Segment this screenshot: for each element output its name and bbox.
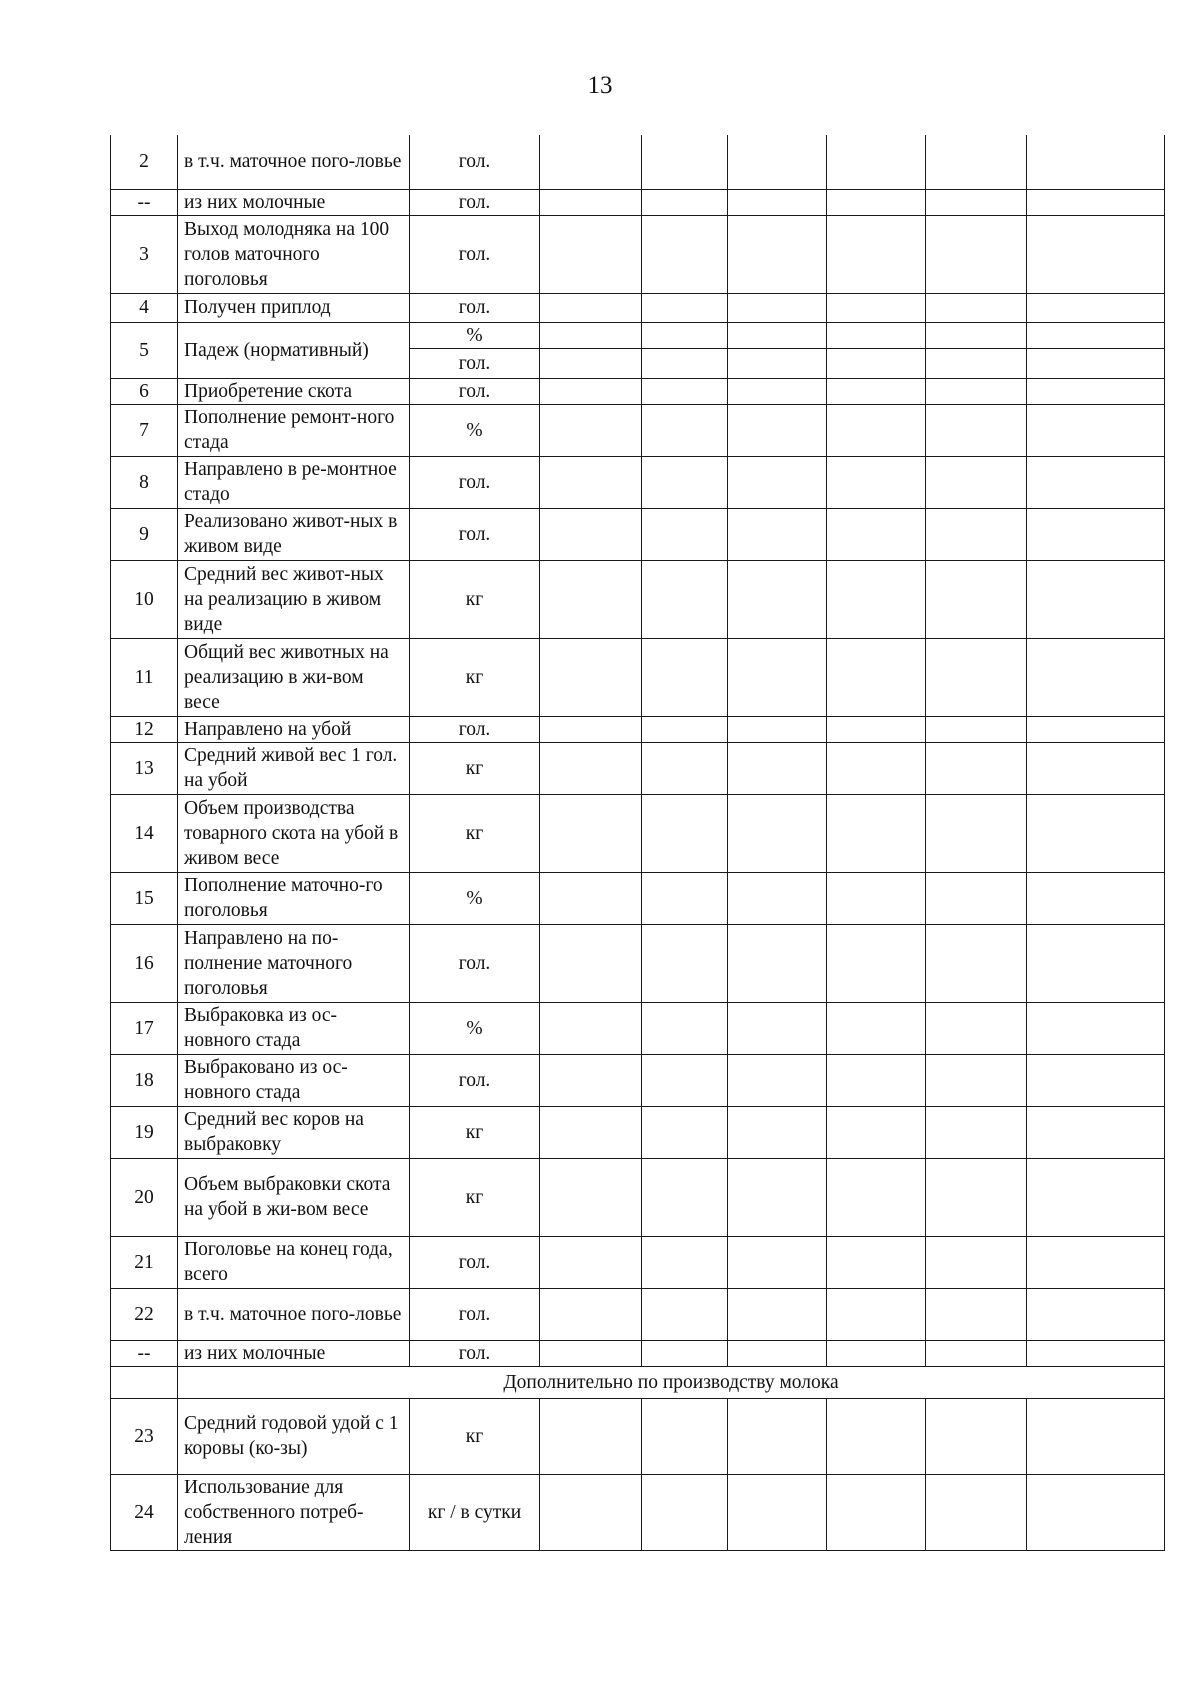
empty-value-cell[interactable] xyxy=(1027,456,1165,508)
indicator-label: Средний живой вес 1 гол. на убой xyxy=(178,742,410,794)
empty-value-cell[interactable] xyxy=(926,924,1027,1002)
table-row xyxy=(111,716,1165,742)
table-row xyxy=(111,794,1165,872)
empty-value-cell[interactable] xyxy=(728,716,827,742)
empty-value-cell[interactable] xyxy=(642,293,728,322)
row-number-cell: -- xyxy=(111,189,178,215)
empty-value-cell[interactable] xyxy=(926,794,1027,872)
table-row xyxy=(111,1158,1165,1236)
empty-value-cell[interactable] xyxy=(926,1054,1027,1106)
unit-cell: % xyxy=(410,322,540,348)
empty-value-cell[interactable] xyxy=(827,1002,926,1054)
row-number-cell: 12 xyxy=(111,716,178,742)
empty-value-cell[interactable] xyxy=(926,1288,1027,1340)
table-row xyxy=(111,1236,1165,1288)
empty-value-cell[interactable] xyxy=(827,348,926,378)
empty-value-cell[interactable] xyxy=(926,872,1027,924)
indicator-label: Поголовье на конец года, всего xyxy=(178,1236,410,1288)
empty-value-cell[interactable] xyxy=(1027,638,1165,716)
row-number-cell: -- xyxy=(111,1340,178,1366)
unit-cell: гол. xyxy=(410,215,540,293)
indicator-label: Падеж (нормативный) xyxy=(178,322,410,378)
unit-cell: гол. xyxy=(410,1288,540,1340)
unit-cell: гол. xyxy=(410,189,540,215)
empty-value-cell[interactable] xyxy=(728,1474,827,1550)
empty-value-cell[interactable] xyxy=(728,456,827,508)
empty-value-cell[interactable] xyxy=(827,1288,926,1340)
empty-value-cell[interactable] xyxy=(540,1288,642,1340)
empty-value-cell[interactable] xyxy=(926,1398,1027,1474)
empty-value-cell[interactable] xyxy=(642,794,728,872)
table-row xyxy=(111,638,1165,716)
empty-value-cell[interactable] xyxy=(926,1474,1027,1550)
empty-value-cell[interactable] xyxy=(728,924,827,1002)
indicator-label: Выход молодняка на 100 голов маточного поголовья xyxy=(178,215,410,293)
empty-value-cell[interactable] xyxy=(728,293,827,322)
empty-value-cell[interactable] xyxy=(540,1002,642,1054)
unit-cell: кг xyxy=(410,742,540,794)
table-row xyxy=(111,1054,1165,1106)
indicator-label: Использование для собственного потреб-ления xyxy=(178,1474,410,1550)
indicator-label: Направлено на по-полнение маточного поголовья xyxy=(178,924,410,1002)
row-number-cell: 18 xyxy=(111,1054,178,1106)
empty-value-cell[interactable] xyxy=(1027,322,1165,348)
empty-value-cell[interactable] xyxy=(1027,1236,1165,1288)
row-number-cell: 19 xyxy=(111,1106,178,1158)
empty-value-cell[interactable] xyxy=(728,1340,827,1366)
empty-value-cell[interactable] xyxy=(540,456,642,508)
row-number-cell: 14 xyxy=(111,794,178,872)
empty-value-cell[interactable] xyxy=(642,456,728,508)
empty-value-cell[interactable] xyxy=(1027,189,1165,215)
empty-value-cell[interactable] xyxy=(827,742,926,794)
indicator-label: Выбраковка из ос-новного стада xyxy=(178,1002,410,1054)
row-number-cell: 21 xyxy=(111,1236,178,1288)
empty-value-cell[interactable] xyxy=(1027,404,1165,456)
table-row xyxy=(111,872,1165,924)
empty-value-cell[interactable] xyxy=(827,872,926,924)
table-row xyxy=(111,1002,1165,1054)
indicator-label: Реализовано живот-ных в живом виде xyxy=(178,508,410,560)
empty-value-cell[interactable] xyxy=(827,560,926,638)
row-number-cell: 7 xyxy=(111,404,178,456)
empty-value-cell[interactable] xyxy=(728,348,827,378)
empty-value-cell[interactable] xyxy=(540,1340,642,1366)
unit-cell: гол. xyxy=(410,135,540,189)
row-number-cell: 4 xyxy=(111,293,178,322)
empty-value-cell[interactable] xyxy=(642,508,728,560)
indicator-label: в т.ч. маточное пого-ловье xyxy=(178,135,410,189)
table-row xyxy=(111,135,1165,189)
section-title: Дополнительно по производству молока xyxy=(178,1366,1165,1398)
empty-value-cell[interactable] xyxy=(827,404,926,456)
row-number-cell: 2 xyxy=(111,135,178,189)
table-row xyxy=(111,924,1165,1002)
empty-value-cell[interactable] xyxy=(642,1288,728,1340)
empty-value-cell[interactable] xyxy=(926,404,1027,456)
unit-cell: кг xyxy=(410,638,540,716)
empty-value-cell[interactable] xyxy=(728,378,827,404)
empty-value-cell[interactable] xyxy=(728,1398,827,1474)
empty-value-cell[interactable] xyxy=(827,716,926,742)
empty-value-cell[interactable] xyxy=(926,1002,1027,1054)
empty-value-cell[interactable] xyxy=(642,1474,728,1550)
indicator-label: из них молочные xyxy=(178,1340,410,1366)
empty-value-cell[interactable] xyxy=(827,135,926,189)
empty-value-cell[interactable] xyxy=(540,742,642,794)
empty-value-cell[interactable] xyxy=(728,135,827,189)
empty-value-cell[interactable] xyxy=(926,215,1027,293)
empty-value-cell[interactable] xyxy=(827,794,926,872)
empty-value-cell[interactable] xyxy=(827,1236,926,1288)
row-number-cell: 20 xyxy=(111,1158,178,1236)
empty-value-cell[interactable] xyxy=(1027,1106,1165,1158)
empty-value-cell[interactable] xyxy=(926,742,1027,794)
empty-value-cell[interactable] xyxy=(642,215,728,293)
empty-value-cell[interactable] xyxy=(642,872,728,924)
empty-value-cell[interactable] xyxy=(642,189,728,215)
table-row xyxy=(111,293,1165,322)
empty-value-cell[interactable] xyxy=(728,322,827,348)
page-number: 13 xyxy=(587,72,613,99)
section-header-row xyxy=(111,1366,1165,1398)
empty-value-cell[interactable] xyxy=(827,1106,926,1158)
empty-value-cell[interactable] xyxy=(540,1236,642,1288)
unit-cell: гол. xyxy=(410,1340,540,1366)
empty-value-cell[interactable] xyxy=(827,638,926,716)
empty-value-cell[interactable] xyxy=(827,189,926,215)
unit-cell: гол. xyxy=(410,508,540,560)
table-row xyxy=(111,560,1165,638)
empty-value-cell[interactable] xyxy=(540,189,642,215)
unit-cell: % xyxy=(410,872,540,924)
empty-value-cell[interactable] xyxy=(827,1340,926,1366)
unit-cell: гол. xyxy=(410,924,540,1002)
empty-value-cell[interactable] xyxy=(1027,215,1165,293)
indicator-label: Средний вес живот-ных на реализацию в живом виде xyxy=(178,560,410,638)
empty-value-cell[interactable] xyxy=(540,215,642,293)
empty-value-cell[interactable] xyxy=(642,1340,728,1366)
empty-value-cell[interactable] xyxy=(540,794,642,872)
indicator-label: Направлено в ре-монтное стадо xyxy=(178,456,410,508)
unit-cell: кг / в сутки xyxy=(410,1474,540,1550)
empty-value-cell[interactable] xyxy=(728,560,827,638)
livestock-indicators-table xyxy=(110,135,1165,1551)
unit-cell: кг xyxy=(410,1398,540,1474)
empty-value-cell[interactable] xyxy=(540,1474,642,1550)
table-row xyxy=(111,215,1165,293)
row-number-cell: 9 xyxy=(111,508,178,560)
empty-value-cell[interactable] xyxy=(540,560,642,638)
unit-cell: кг xyxy=(410,560,540,638)
indicator-label: Направлено на убой xyxy=(178,716,410,742)
empty-value-cell[interactable] xyxy=(540,322,642,348)
table-row xyxy=(111,1398,1165,1474)
empty-value-cell[interactable] xyxy=(1027,924,1165,1002)
empty-value-cell[interactable] xyxy=(642,1054,728,1106)
empty-value-cell[interactable] xyxy=(540,404,642,456)
empty-value-cell[interactable] xyxy=(728,1054,827,1106)
empty-value-cell[interactable] xyxy=(926,508,1027,560)
empty-value-cell[interactable] xyxy=(728,1106,827,1158)
empty-value-cell[interactable] xyxy=(1027,378,1165,404)
unit-cell: гол. xyxy=(410,456,540,508)
empty-value-cell[interactable] xyxy=(1027,1288,1165,1340)
table-row xyxy=(111,404,1165,456)
indicator-label: в т.ч. маточное пого-ловье xyxy=(178,1288,410,1340)
table-row xyxy=(111,378,1165,404)
indicator-label: Получен приплод xyxy=(178,293,410,322)
empty-value-cell[interactable] xyxy=(1027,716,1165,742)
empty-value-cell[interactable] xyxy=(1027,1158,1165,1236)
indicator-label: Выбраковано из ос-новного стада xyxy=(178,1054,410,1106)
empty-value-cell[interactable] xyxy=(926,322,1027,348)
empty-value-cell[interactable] xyxy=(540,1054,642,1106)
indicator-label: Общий вес животных на реализацию в жи-вом весе xyxy=(178,638,410,716)
table-row xyxy=(111,456,1165,508)
empty-value-cell[interactable] xyxy=(827,322,926,348)
unit-cell: кг xyxy=(410,794,540,872)
empty-value-cell[interactable] xyxy=(642,1236,728,1288)
empty-value-cell[interactable] xyxy=(642,1398,728,1474)
empty-value-cell[interactable] xyxy=(540,872,642,924)
unit-cell: кг xyxy=(410,1158,540,1236)
empty-value-cell[interactable] xyxy=(926,638,1027,716)
empty-value-cell[interactable] xyxy=(926,189,1027,215)
empty-value-cell[interactable] xyxy=(540,1106,642,1158)
empty-value-cell[interactable] xyxy=(926,1340,1027,1366)
empty-value-cell[interactable] xyxy=(642,924,728,1002)
indicator-label: Объем производства товарного скота на убой в живом весе xyxy=(178,794,410,872)
unit-cell: гол. xyxy=(410,1236,540,1288)
empty-value-cell[interactable] xyxy=(827,378,926,404)
empty-value-cell[interactable] xyxy=(1027,1474,1165,1550)
row-number-cell: 5 xyxy=(111,322,178,378)
empty-value-cell[interactable] xyxy=(642,638,728,716)
empty-value-cell[interactable] xyxy=(540,508,642,560)
unit-cell: гол. xyxy=(410,293,540,322)
unit-cell: гол. xyxy=(410,1054,540,1106)
empty-value-cell[interactable] xyxy=(728,742,827,794)
row-number-cell xyxy=(111,1366,178,1398)
empty-value-cell[interactable] xyxy=(540,638,642,716)
empty-value-cell[interactable] xyxy=(642,1106,728,1158)
empty-value-cell[interactable] xyxy=(1027,348,1165,378)
empty-value-cell[interactable] xyxy=(926,456,1027,508)
empty-value-cell[interactable] xyxy=(926,1236,1027,1288)
empty-value-cell[interactable] xyxy=(728,215,827,293)
empty-value-cell[interactable] xyxy=(1027,1054,1165,1106)
empty-value-cell[interactable] xyxy=(827,215,926,293)
indicator-label: Пополнение маточно-го поголовья xyxy=(178,872,410,924)
indicator-label: Приобретение скота xyxy=(178,378,410,404)
empty-value-cell[interactable] xyxy=(642,135,728,189)
empty-value-cell[interactable] xyxy=(926,135,1027,189)
row-number-cell: 13 xyxy=(111,742,178,794)
empty-value-cell[interactable] xyxy=(827,293,926,322)
empty-value-cell[interactable] xyxy=(728,1288,827,1340)
empty-value-cell[interactable] xyxy=(642,322,728,348)
empty-value-cell[interactable] xyxy=(728,794,827,872)
empty-value-cell[interactable] xyxy=(728,1002,827,1054)
row-number-cell: 24 xyxy=(111,1474,178,1550)
empty-value-cell[interactable] xyxy=(540,716,642,742)
empty-value-cell[interactable] xyxy=(642,404,728,456)
indicator-label: Объем выбраковки скота на убой в жи-вом весе xyxy=(178,1158,410,1236)
empty-value-cell[interactable] xyxy=(642,716,728,742)
empty-value-cell[interactable] xyxy=(926,1158,1027,1236)
unit-cell: % xyxy=(410,404,540,456)
empty-value-cell[interactable] xyxy=(728,1236,827,1288)
empty-value-cell[interactable] xyxy=(1027,872,1165,924)
row-number-cell: 6 xyxy=(111,378,178,404)
empty-value-cell[interactable] xyxy=(827,924,926,1002)
indicator-label: Средний годовой удой с 1 коровы (ко-зы) xyxy=(178,1398,410,1474)
empty-value-cell[interactable] xyxy=(1027,293,1165,322)
row-number-cell: 3 xyxy=(111,215,178,293)
row-number-cell: 8 xyxy=(111,456,178,508)
table-row xyxy=(111,1474,1165,1550)
empty-value-cell[interactable] xyxy=(1027,1340,1165,1366)
empty-value-cell[interactable] xyxy=(642,742,728,794)
empty-value-cell[interactable] xyxy=(642,1002,728,1054)
row-number-cell: 10 xyxy=(111,560,178,638)
unit-cell: гол. xyxy=(410,378,540,404)
empty-value-cell[interactable] xyxy=(827,1158,926,1236)
row-number-cell: 11 xyxy=(111,638,178,716)
empty-value-cell[interactable] xyxy=(642,378,728,404)
empty-value-cell[interactable] xyxy=(1027,742,1165,794)
table-row xyxy=(111,322,1165,348)
table-row xyxy=(111,742,1165,794)
indicator-label: Пополнение ремонт-ного стада xyxy=(178,404,410,456)
empty-value-cell[interactable] xyxy=(540,1398,642,1474)
row-number-cell: 22 xyxy=(111,1288,178,1340)
empty-value-cell[interactable] xyxy=(926,1106,1027,1158)
indicator-label: из них молочные xyxy=(178,189,410,215)
empty-value-cell[interactable] xyxy=(926,716,1027,742)
empty-value-cell[interactable] xyxy=(827,1474,926,1550)
empty-value-cell[interactable] xyxy=(827,1054,926,1106)
empty-value-cell[interactable] xyxy=(540,378,642,404)
row-number-cell: 16 xyxy=(111,924,178,1002)
empty-value-cell[interactable] xyxy=(728,189,827,215)
unit-cell: гол. xyxy=(410,348,540,378)
empty-value-cell[interactable] xyxy=(540,348,642,378)
empty-value-cell[interactable] xyxy=(1027,508,1165,560)
row-number-cell: 15 xyxy=(111,872,178,924)
table-row xyxy=(111,189,1165,215)
empty-value-cell[interactable] xyxy=(926,293,1027,322)
empty-value-cell[interactable] xyxy=(926,348,1027,378)
empty-value-cell[interactable] xyxy=(827,508,926,560)
empty-value-cell[interactable] xyxy=(540,135,642,189)
empty-value-cell[interactable] xyxy=(926,378,1027,404)
empty-value-cell[interactable] xyxy=(827,1398,926,1474)
empty-value-cell[interactable] xyxy=(728,638,827,716)
table-row xyxy=(111,1106,1165,1158)
empty-value-cell[interactable] xyxy=(540,1158,642,1236)
unit-cell: кг xyxy=(410,1106,540,1158)
empty-value-cell[interactable] xyxy=(728,404,827,456)
empty-value-cell[interactable] xyxy=(642,1158,728,1236)
unit-cell: % xyxy=(410,1002,540,1054)
empty-value-cell[interactable] xyxy=(642,348,728,378)
empty-value-cell[interactable] xyxy=(1027,135,1165,189)
empty-value-cell[interactable] xyxy=(827,456,926,508)
table-row xyxy=(111,1288,1165,1340)
empty-value-cell[interactable] xyxy=(642,560,728,638)
empty-value-cell[interactable] xyxy=(1027,1002,1165,1054)
empty-value-cell[interactable] xyxy=(540,924,642,1002)
unit-cell: гол. xyxy=(410,716,540,742)
empty-value-cell[interactable] xyxy=(1027,794,1165,872)
table-row xyxy=(111,508,1165,560)
empty-value-cell[interactable] xyxy=(1027,1398,1165,1474)
row-number-cell: 23 xyxy=(111,1398,178,1474)
empty-value-cell[interactable] xyxy=(728,872,827,924)
empty-value-cell[interactable] xyxy=(1027,560,1165,638)
empty-value-cell[interactable] xyxy=(728,1158,827,1236)
indicator-label: Средний вес коров на выбраковку xyxy=(178,1106,410,1158)
empty-value-cell[interactable] xyxy=(540,293,642,322)
table-row xyxy=(111,1340,1165,1366)
empty-value-cell[interactable] xyxy=(926,560,1027,638)
row-number-cell: 17 xyxy=(111,1002,178,1054)
empty-value-cell[interactable] xyxy=(728,508,827,560)
